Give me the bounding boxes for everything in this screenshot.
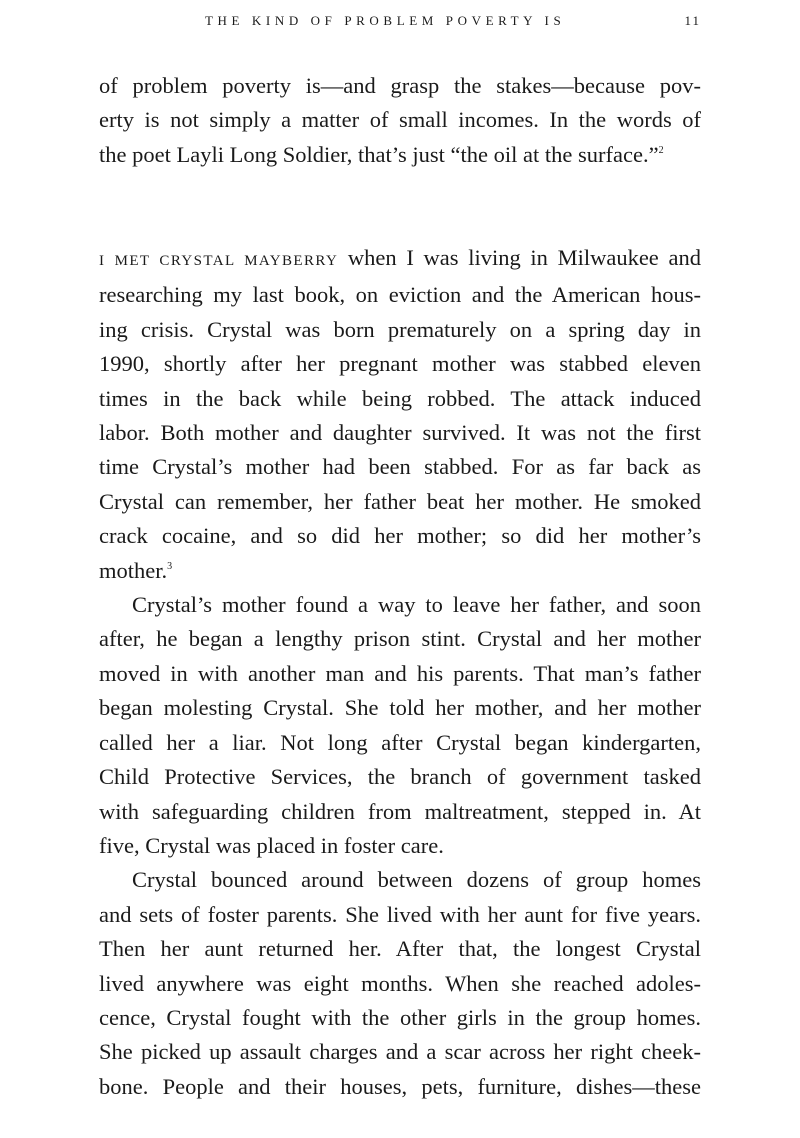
text-line: She picked up assault charges and a scar across her right cheek- — [99, 1039, 701, 1065]
text-line: Then her aunt returned her. After that, the longest Crystal — [99, 936, 701, 962]
paragraph-2 — [99, 588, 701, 863]
section-body — [99, 241, 701, 1104]
text-line: with safeguarding children from maltreatment, stepped in. At — [99, 798, 701, 824]
text-line: bone. People and their houses, pets, furniture, dishes—these — [99, 1073, 701, 1099]
footnote-ref: 3 — [167, 560, 173, 572]
text-line: labor. Both mother and daughter survived. It was not the first — [99, 420, 701, 446]
text-line: erty is not simply a matter of small incomes. In the words of — [99, 107, 701, 133]
text-line: crack cocaine, and so did her mother; so did her mother’s — [99, 523, 701, 549]
continuation-paragraph — [99, 69, 701, 172]
text-line: ing crisis. Crystal was born prematurely on a spring day in — [99, 316, 701, 342]
text-line: called her a liar. Not long after Crystal began kindergarten, — [99, 729, 701, 755]
text-line: began molesting Crystal. She told her mother, and her mother — [99, 695, 701, 721]
text-line: five, Crystal was placed in foster care. — [99, 832, 444, 858]
page-number: 11 — [684, 13, 701, 28]
running-title: THE KIND OF PROBLEM POVERTY IS — [205, 13, 566, 28]
text-line: Crystal can remember, her father beat her mother. He smoked — [99, 488, 701, 514]
text-line: and sets of foster parents. She lived with her aunt for five years. — [99, 901, 701, 927]
small-caps-lead-in: I MET CRYSTAL MAYBERRY — [99, 253, 339, 269]
text-line: lived anywhere was eight months. When she reached adoles- — [99, 970, 701, 996]
text-line-content: when I was living in Milwaukee and — [338, 245, 701, 270]
text-line: of problem poverty is—and grasp the stakes—because pov- — [99, 73, 701, 98]
text-line — [99, 554, 701, 588]
text-line-content: the poet Layli Long Soldier, that’s just “the oil at the surface.” — [99, 141, 659, 167]
text-line — [99, 138, 701, 172]
text-line: times in the back while being robbed. The attack induced — [99, 385, 701, 411]
footnote-ref: 2 — [658, 144, 664, 156]
running-head — [0, 13, 800, 33]
text-line: 1990, shortly after her pregnant mother was stabbed eleven — [99, 351, 701, 377]
text-line: Crystal bounced around between dozens of group homes — [132, 867, 701, 893]
paragraph-1 — [99, 241, 701, 588]
text-line — [99, 241, 701, 278]
text-line: time Crystal’s mother had been stabbed. For as far back as — [99, 454, 701, 480]
text-line: researching my last book, on eviction and the American hous- — [99, 282, 701, 308]
text-line-content: mother. — [99, 557, 168, 583]
text-line: moved in with another man and his parents. That man’s father — [99, 660, 701, 686]
text-line: Child Protective Services, the branch of government tasked — [99, 764, 701, 790]
text-line: after, he began a lengthy prison stint. Crystal and her mother — [99, 626, 701, 652]
text-line: cence, Crystal fought with the other girls in the group homes. — [99, 1004, 701, 1030]
text-line: Crystal’s mother found a way to leave her father, and soon — [132, 592, 701, 618]
paragraph-3 — [99, 863, 701, 1104]
